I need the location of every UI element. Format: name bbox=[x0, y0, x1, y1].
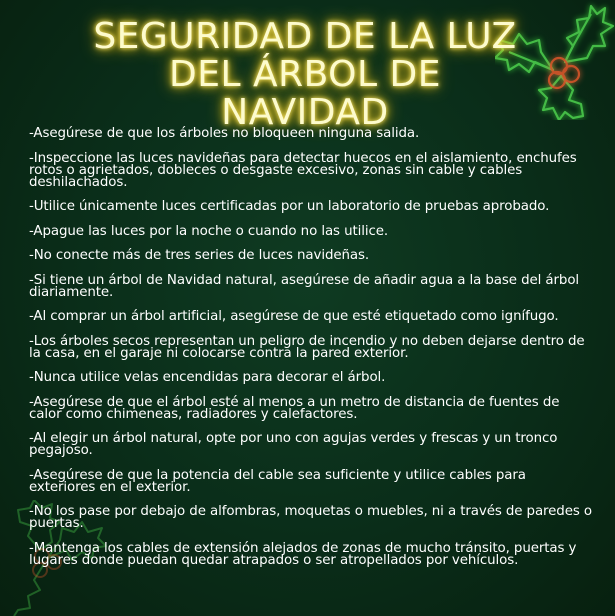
tip-item: -Inspeccione las luces navideñas para detectar huecos en el aislamiento, enchufes rotos o agrietados, dobleces o desgaste excesivo, zonas sin cable y cables deshilachados. bbox=[29, 150, 577, 190]
title-line: DEL ÁRBOL DE bbox=[169, 54, 441, 95]
tip-item: -Apague las luces por la noche o cuando no las utilice. bbox=[29, 223, 389, 239]
tip-item: -Asegúrese de que los árboles no bloqueen ninguna salida. bbox=[29, 126, 420, 141]
safety-tips-list bbox=[29, 128, 595, 579]
title-line: NAVIDAD bbox=[221, 92, 389, 133]
tip-item: -Nunca utilice velas encendidas para decorar el árbol. bbox=[29, 370, 386, 385]
tip-item: -Los árboles secos representan un peligro de incendio y no deben dejarse dentro de la casa, en el garaje ni colocarse contra la pared exterior. bbox=[29, 333, 585, 361]
tip-item: -Asegúrese de que la potencia del cable sea suficiente y utilice cables para exteriores en el exterior. bbox=[29, 467, 526, 495]
tip-item: -Asegúrese de que el árbol esté al menos a un metro de distancia de fuentes de calor como chimeneas, radiadores y calefactores. bbox=[29, 394, 560, 422]
tip-item: -No conecte más de tres series de luces navideñas. bbox=[29, 248, 370, 263]
tip-item: -Al comprar un árbol artificial, asegúrese de que esté etiquetado como ignífugo. bbox=[29, 309, 559, 324]
title-line: SEGURIDAD DE LA LUZ bbox=[93, 16, 517, 57]
tip-item: -No los pase por debajo de alfombras, moquetas o muebles, ni a través de paredes o puertas. bbox=[29, 504, 592, 531]
tip-item: -Al elegir un árbol natural, opte por uno con agujas verdes y frescas y un tronco pegajoso. bbox=[29, 431, 558, 458]
page-title bbox=[60, 18, 550, 132]
tip-item: -Mantenga los cables de extensión alejados de zonas de mucho tránsito, puertas y lugares donde puedan quedar atrapados o ser atropellados por vehículos. bbox=[29, 540, 577, 568]
tip-item: -Si tiene un árbol de Navidad natural, asegúrese de añadir agua a la base del árbol diariamente. bbox=[29, 272, 580, 300]
tip-item: -Utilice únicamente luces certificadas por un laboratorio de pruebas aprobado. bbox=[29, 199, 550, 214]
